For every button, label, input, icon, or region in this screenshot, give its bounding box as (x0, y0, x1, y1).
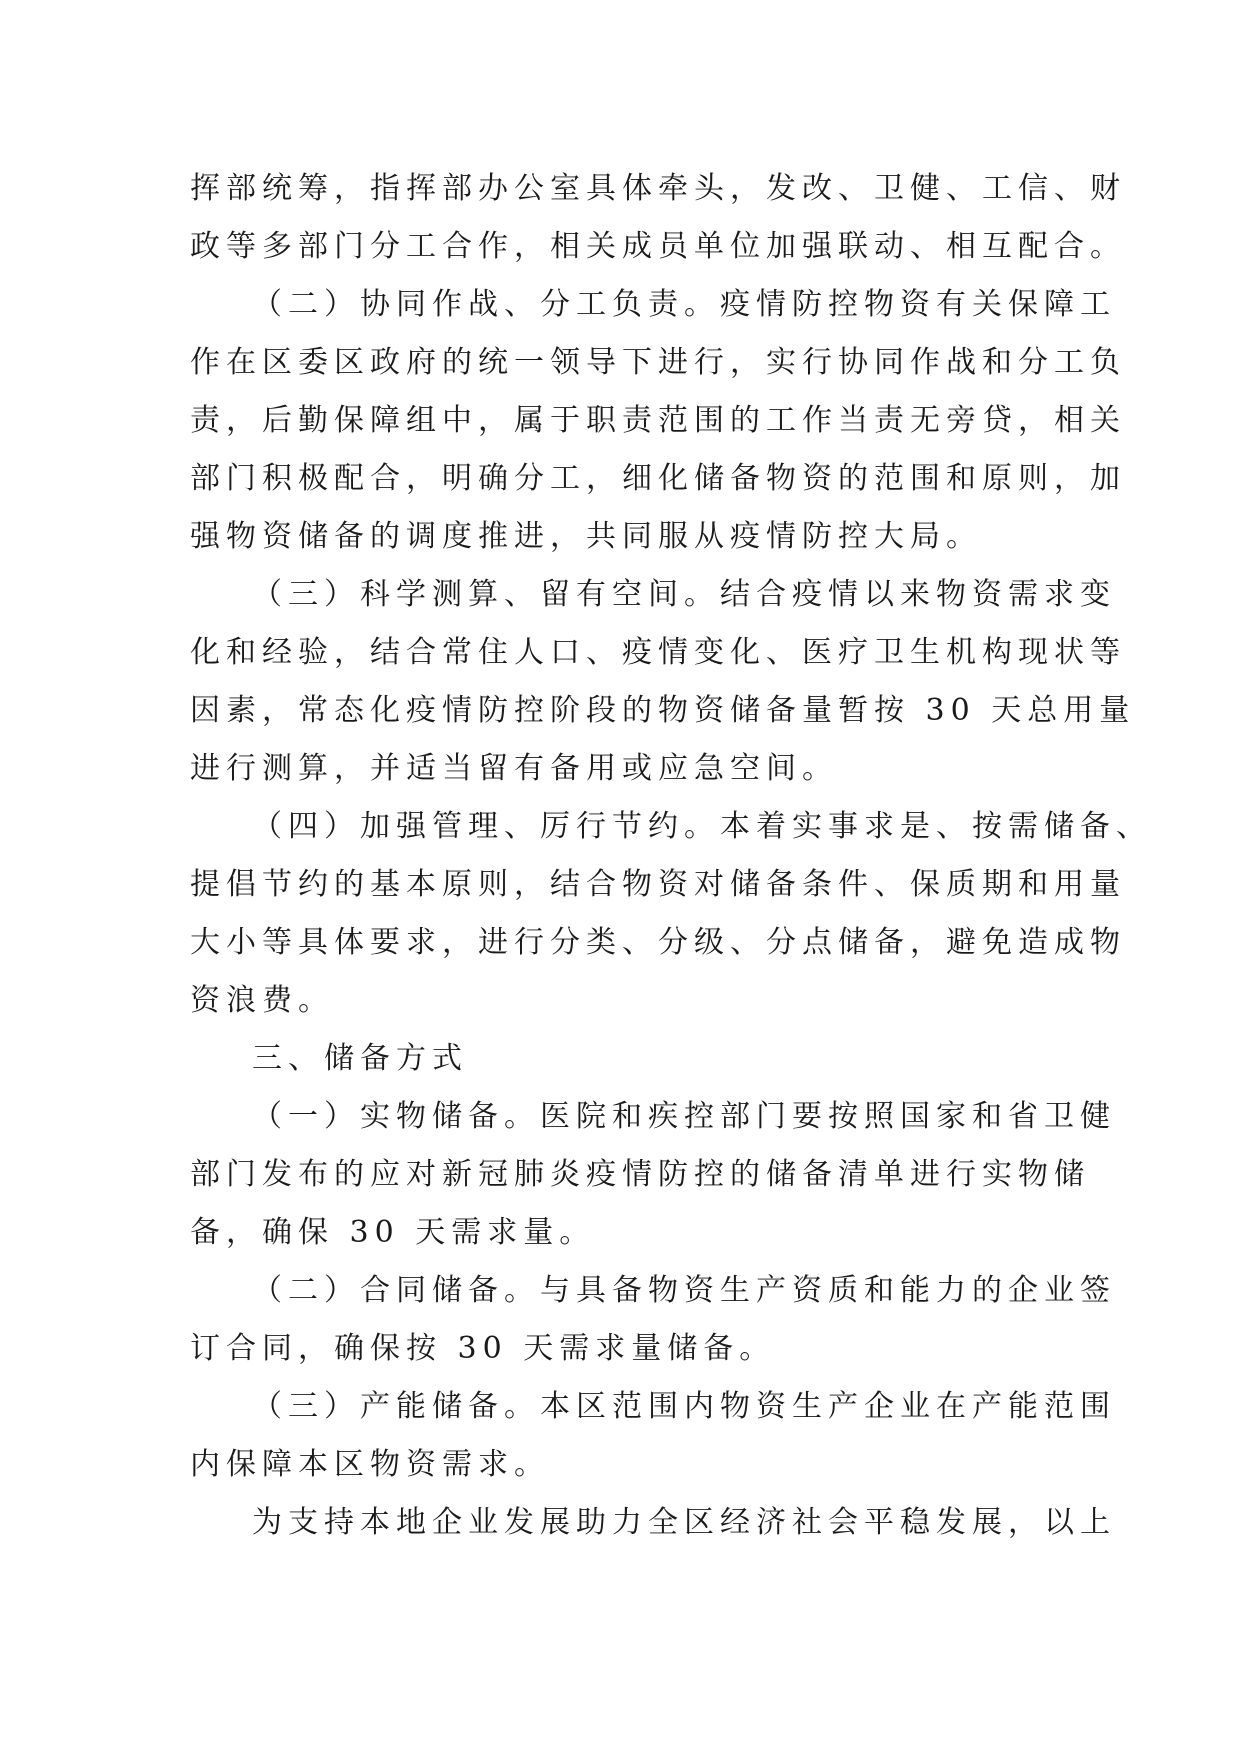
text-line-23: 内保障本区物资需求。 (190, 1447, 550, 1482)
text-line-6: 部门积极配合，明确分工，细化储备物资的范围和原则，加 (190, 461, 1126, 496)
text-line-19: 备，确保 30 天需求量。 (190, 1215, 596, 1250)
text-line-5: 责，后勤保障组中，属于职责范围的工作当责无旁贷，相关 (190, 403, 1126, 438)
text-line-11: 进行测算，并适当留有备用或应急空间。 (190, 751, 838, 786)
text-line-15: 资浪费。 (190, 983, 334, 1018)
text-line-14: 大小等具体要求，进行分类、分级、分点储备，避免造成物 (190, 925, 1126, 960)
text-line-13: 提倡节约的基本原则，结合物资对储备条件、保质期和用量 (190, 867, 1126, 902)
text-line-21: 订合同，确保按 30 天需求量储备。 (190, 1331, 776, 1366)
text-line-22: （三）产能储备。本区范围内物资生产企业在产能范围 (252, 1389, 1116, 1424)
text-line-3: （二）协同作战、分工负责。疫情防控物资有关保障工 (252, 287, 1116, 322)
document-body (190, 160, 1152, 1552)
text-line-12: （四）加强管理、厉行节约。本着实事求是、按需储备、 (252, 809, 1152, 844)
text-line-18: 部门发布的应对新冠肺炎疫情防控的储备清单进行实物储 (190, 1157, 1090, 1192)
text-line-10: 因素，常态化疫情防控阶段的物资储备量暂按 30 天总用量 (190, 693, 1136, 728)
text-line-24: 为支持本地企业发展助力全区经济社会平稳发展，以上 (252, 1505, 1116, 1540)
text-line-2: 政等多部门分工合作，相关成员单位加强联动、相互配合。 (190, 229, 1126, 264)
text-line-4: 作在区委区政府的统一领导下进行，实行协同作战和分工负 (190, 345, 1126, 380)
text-line-7: 强物资储备的调度推进，共同服从疫情防控大局。 (190, 519, 982, 554)
text-line-17: （一）实物储备。医院和疾控部门要按照国家和省卫健 (252, 1099, 1116, 1134)
section-heading: 三、储备方式 (252, 1041, 468, 1076)
text-line-9: 化和经验，结合常住人口、疫情变化、医疗卫生机构现状等 (190, 635, 1126, 670)
text-line-20: （二）合同储备。与具备物资生产资质和能力的企业签 (252, 1273, 1116, 1308)
text-line-1: 挥部统筹，指挥部办公室具体牵头，发改、卫健、工信、财 (190, 171, 1126, 206)
text-line-8: （三）科学测算、留有空间。结合疫情以来物资需求变 (252, 577, 1116, 612)
